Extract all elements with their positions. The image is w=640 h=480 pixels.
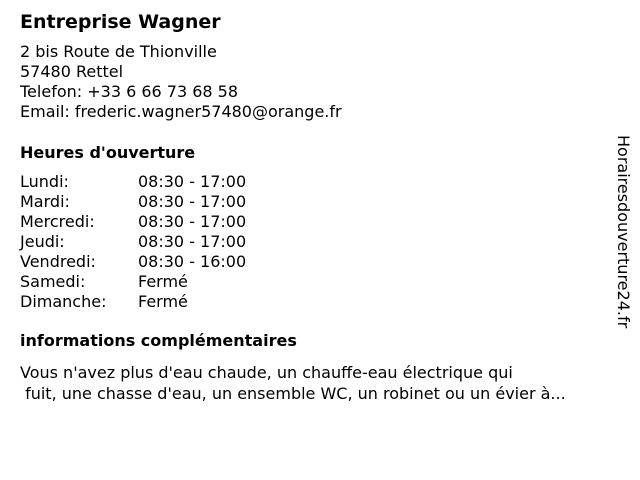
hours-day: Samedi: xyxy=(20,272,86,291)
business-name: Entreprise Wagner xyxy=(20,11,221,33)
hours-title: Heures d'ouverture xyxy=(20,143,196,162)
hours-row xyxy=(20,232,600,252)
hours-time: 08:30 - 17:00 xyxy=(138,232,247,251)
hours-time: 08:30 - 16:00 xyxy=(138,252,247,271)
info-text-line-1: Vous n'avez plus d'eau chaude, un chauffe-eau électrique qui xyxy=(20,363,513,382)
business-card xyxy=(20,10,600,404)
phone-line: Telefon: +33 6 66 73 68 58 xyxy=(20,82,239,101)
hours-day: Dimanche: xyxy=(20,292,107,311)
hours-row xyxy=(20,172,600,192)
watermark-container xyxy=(612,135,634,345)
hours-time: 08:30 - 17:00 xyxy=(138,212,247,231)
address-line-2: 57480 Rettel xyxy=(20,62,124,81)
hours-row xyxy=(20,252,600,272)
site-watermark: Horairesdouverture24.fr xyxy=(614,135,633,329)
hours-day: Lundi: xyxy=(20,172,69,191)
hours-time: 08:30 - 17:00 xyxy=(138,192,247,211)
hours-row xyxy=(20,292,600,312)
info-title: informations complémentaires xyxy=(20,331,297,350)
hours-row xyxy=(20,272,600,292)
hours-day: Mardi: xyxy=(20,192,70,211)
address-line-1: 2 bis Route de Thionville xyxy=(20,42,217,61)
email-line: Email: frederic.wagner57480@orange.fr xyxy=(20,102,342,121)
hours-time: Fermé xyxy=(138,292,188,311)
hours-time: Fermé xyxy=(138,272,188,291)
hours-day: Vendredi: xyxy=(20,252,96,271)
hours-time: 08:30 - 17:00 xyxy=(138,172,247,191)
hours-day: Mercredi: xyxy=(20,212,95,231)
hours-row xyxy=(20,192,600,212)
hours-row xyxy=(20,212,600,232)
info-text-line-2: fuit, une chasse d'eau, un ensemble WC, un robinet ou un évier à... xyxy=(20,384,566,403)
hours-day: Jeudi: xyxy=(20,232,65,251)
hours-table xyxy=(20,172,600,312)
